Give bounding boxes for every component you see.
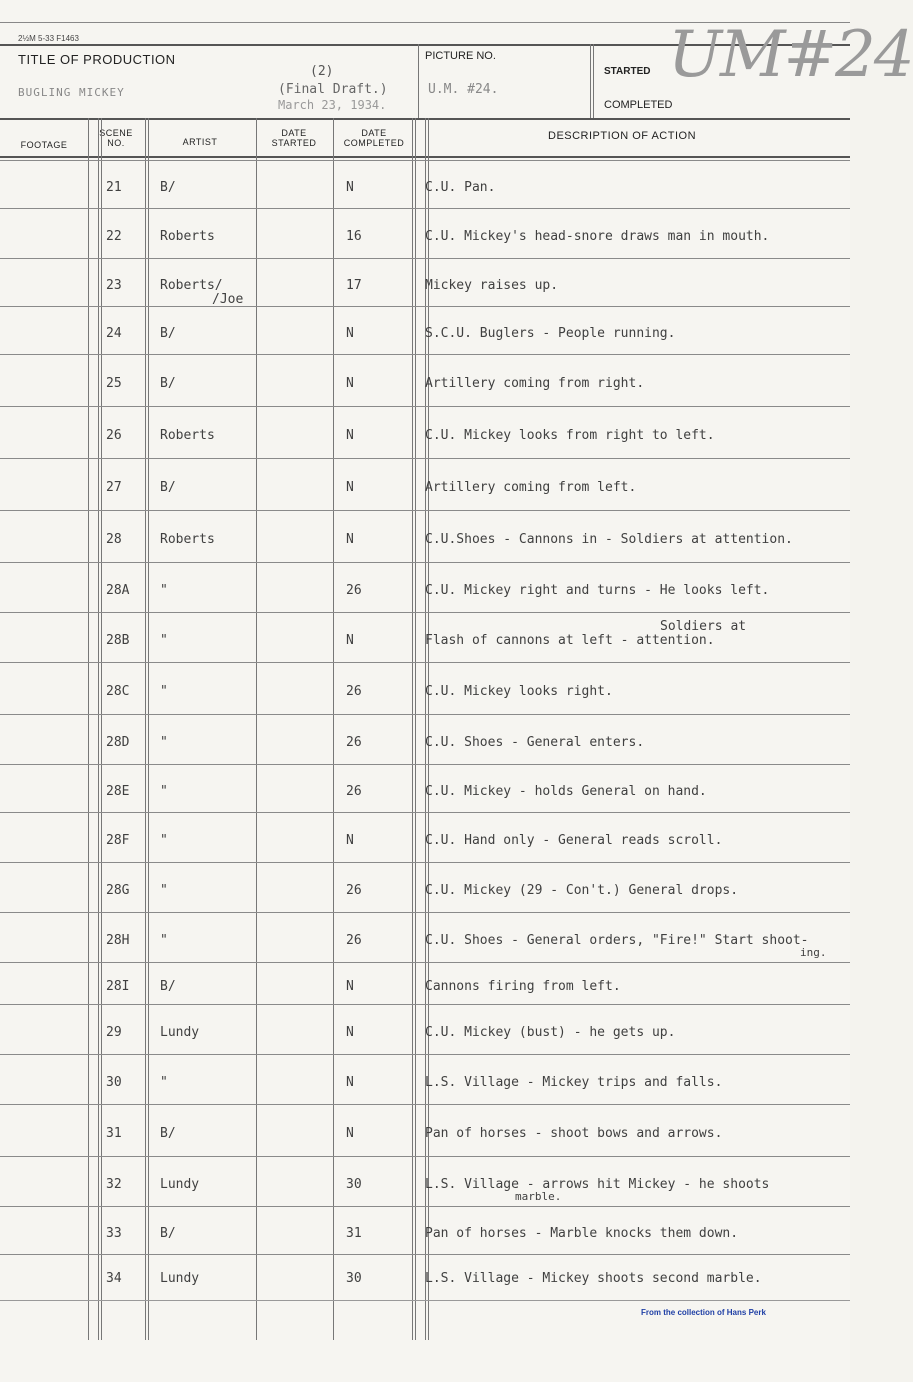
- date-completed: 26: [346, 684, 362, 699]
- description: L.S. Village - arrows hit Mickey - he shoots: [425, 1177, 770, 1192]
- scene-number: 25: [106, 376, 122, 391]
- date-completed: 26: [346, 735, 362, 750]
- description: Artillery coming from right.: [425, 376, 645, 391]
- row-rule: [0, 1054, 850, 1055]
- row-rule: [0, 510, 850, 511]
- date-completed: N: [346, 633, 354, 648]
- date-completed: N: [346, 326, 354, 341]
- scene-number: 23: [106, 278, 122, 293]
- artist: Roberts: [160, 532, 215, 547]
- date-completed: N: [346, 1075, 354, 1090]
- row-rule: [0, 458, 850, 459]
- row-rule: [0, 1254, 850, 1255]
- row-rule: [0, 1206, 850, 1207]
- artist: ": [160, 684, 168, 699]
- artist: B/: [160, 1226, 176, 1241]
- handwritten-mark: UM#24: [668, 18, 913, 92]
- description: C.U. Mickey looks from right to left.: [425, 428, 715, 443]
- row-rule: [0, 258, 850, 259]
- scene-number: 33: [106, 1226, 122, 1241]
- date-completed: 30: [346, 1271, 362, 1286]
- date-completed: N: [346, 428, 354, 443]
- description: L.S. Village - Mickey trips and falls.: [425, 1075, 723, 1090]
- description: Cannons firing from left.: [425, 979, 621, 994]
- description: Pan of horses - shoot bows and arrows.: [425, 1126, 723, 1141]
- row-rule: [0, 714, 850, 715]
- description: Artillery coming from left.: [425, 480, 637, 495]
- description: Pan of horses - Marble knocks them down.: [425, 1226, 739, 1241]
- row-rule: [0, 612, 850, 613]
- scene-number: 27: [106, 480, 122, 495]
- scene-number: 22: [106, 229, 122, 244]
- scene-number: 32: [106, 1177, 122, 1192]
- date-completed: N: [346, 532, 354, 547]
- scene-number: 24: [106, 326, 122, 341]
- header-divider-3: [593, 44, 594, 118]
- scene-number: 28B: [106, 633, 130, 648]
- form-number: 2½M 5-33 F1463: [18, 34, 79, 43]
- description-continuation: marble.: [515, 1190, 562, 1203]
- scene-number: 31: [106, 1126, 122, 1141]
- description: Mickey raises up.: [425, 278, 559, 293]
- artist-secondary: /Joe: [212, 292, 244, 307]
- header-divider-2: [590, 44, 591, 118]
- scene-number: 26: [106, 428, 122, 443]
- col-description: DESCRIPTION OF ACTION: [548, 130, 697, 142]
- row-rule: [0, 812, 850, 813]
- scene-number: 28A: [106, 583, 130, 598]
- description: Flash of cannons at left - attention.: [425, 633, 715, 648]
- description: C.U.Shoes - Cannons in - Soldiers at attention.: [425, 532, 793, 547]
- row-rule: [0, 160, 850, 161]
- draft-number: (2): [310, 64, 334, 79]
- scene-number: 30: [106, 1075, 122, 1090]
- row-rule: [0, 662, 850, 663]
- date-completed: 26: [346, 784, 362, 799]
- row-rule: [0, 962, 850, 963]
- scene-number: 28E: [106, 784, 130, 799]
- artist: Lundy: [160, 1177, 200, 1192]
- description-continuation: ing.: [800, 946, 827, 959]
- date-completed: N: [346, 480, 354, 495]
- scene-number: 28C: [106, 684, 130, 699]
- started-label: STARTED: [604, 66, 651, 77]
- scene-number: 21: [106, 180, 122, 195]
- artist: Lundy: [160, 1025, 200, 1040]
- artist: Roberts: [160, 229, 215, 244]
- date-completed: 26: [346, 933, 362, 948]
- scene-number: 28H: [106, 933, 130, 948]
- row-rule: [0, 764, 850, 765]
- description: C.U. Mickey - holds General on hand.: [425, 784, 707, 799]
- artist: ": [160, 933, 168, 948]
- artist: B/: [160, 979, 176, 994]
- date-completed: 17: [346, 278, 362, 293]
- description: C.U. Pan.: [425, 180, 496, 195]
- date-completed: 31: [346, 1226, 362, 1241]
- date-completed: N: [346, 1025, 354, 1040]
- date-completed: N: [346, 979, 354, 994]
- description: C.U. Mickey (29 - Con't.) General drops.: [425, 883, 739, 898]
- col-scene: SCENE NO.: [99, 128, 133, 148]
- row-rule: [0, 406, 850, 407]
- description: C.U. Mickey looks right.: [425, 684, 613, 699]
- date-completed: N: [346, 833, 354, 848]
- header-divider: [418, 44, 419, 118]
- description: C.U. Mickey (bust) - he gets up.: [425, 1025, 676, 1040]
- artist: ": [160, 883, 168, 898]
- scene-number: 28F: [106, 833, 130, 848]
- scene-number: 28G: [106, 883, 130, 898]
- scene-number: 29: [106, 1025, 122, 1040]
- date-completed: N: [346, 376, 354, 391]
- row-rule: [0, 306, 850, 307]
- artist: B/: [160, 180, 176, 195]
- bottom-rule: [0, 1300, 850, 1301]
- artist: Roberts/: [160, 278, 223, 293]
- artist: ": [160, 784, 168, 799]
- date-completed: 26: [346, 883, 362, 898]
- row-rule: [0, 912, 850, 913]
- description: C.U. Mickey's head-snore draws man in mouth.: [425, 229, 770, 244]
- date-completed: 26: [346, 583, 362, 598]
- completed-label: COMPLETED: [604, 99, 673, 111]
- description: S.C.U. Buglers - People running.: [425, 326, 676, 341]
- artist: Roberts: [160, 428, 215, 443]
- draft-date: March 23, 1934.: [278, 98, 387, 112]
- row-rule: [0, 862, 850, 863]
- description: C.U. Shoes - General enters.: [425, 735, 645, 750]
- draft-text: (Final Draft.): [278, 82, 388, 97]
- footer-note: From the collection of Hans Perk: [641, 1308, 766, 1317]
- artist: B/: [160, 480, 176, 495]
- description: L.S. Village - Mickey shoots second marble.: [425, 1271, 762, 1286]
- date-completed: 16: [346, 229, 362, 244]
- scene-number: 28: [106, 532, 122, 547]
- artist: B/: [160, 376, 176, 391]
- artist: ": [160, 1075, 168, 1090]
- artist: ": [160, 633, 168, 648]
- row-rule: [0, 208, 850, 209]
- artist: ": [160, 735, 168, 750]
- row-rule: [0, 1156, 850, 1157]
- artist: Lundy: [160, 1271, 200, 1286]
- scene-number: 34: [106, 1271, 122, 1286]
- artist: ": [160, 833, 168, 848]
- col-date-started: DATE STARTED: [271, 128, 317, 148]
- title-value: BUGLING MICKEY: [18, 86, 125, 99]
- row-rule: [0, 1104, 850, 1105]
- row-rule: [0, 562, 850, 563]
- description: C.U. Shoes - General orders, "Fire!" Start shoot-: [425, 933, 809, 948]
- col-footage: FOOTAGE: [20, 140, 68, 150]
- picture-value: U.M. #24.: [428, 82, 499, 97]
- artist: ": [160, 583, 168, 598]
- description: C.U. Hand only - General reads scroll.: [425, 833, 723, 848]
- title-label: TITLE OF PRODUCTION: [18, 52, 176, 67]
- artist: B/: [160, 326, 176, 341]
- row-rule: [0, 1004, 850, 1005]
- date-completed: N: [346, 1126, 354, 1141]
- description: C.U. Mickey right and turns - He looks left.: [425, 583, 770, 598]
- description-continuation: Soldiers at: [660, 619, 747, 634]
- col-date-completed: DATE COMPLETED: [343, 128, 405, 148]
- artist: B/: [160, 1126, 176, 1141]
- date-completed: 30: [346, 1177, 362, 1192]
- col-artist: ARTIST: [182, 137, 218, 147]
- scene-number: 28I: [106, 979, 130, 994]
- row-rule: [0, 354, 850, 355]
- picture-label: PICTURE NO.: [425, 50, 496, 62]
- scene-number: 28D: [106, 735, 130, 750]
- date-completed: N: [346, 180, 354, 195]
